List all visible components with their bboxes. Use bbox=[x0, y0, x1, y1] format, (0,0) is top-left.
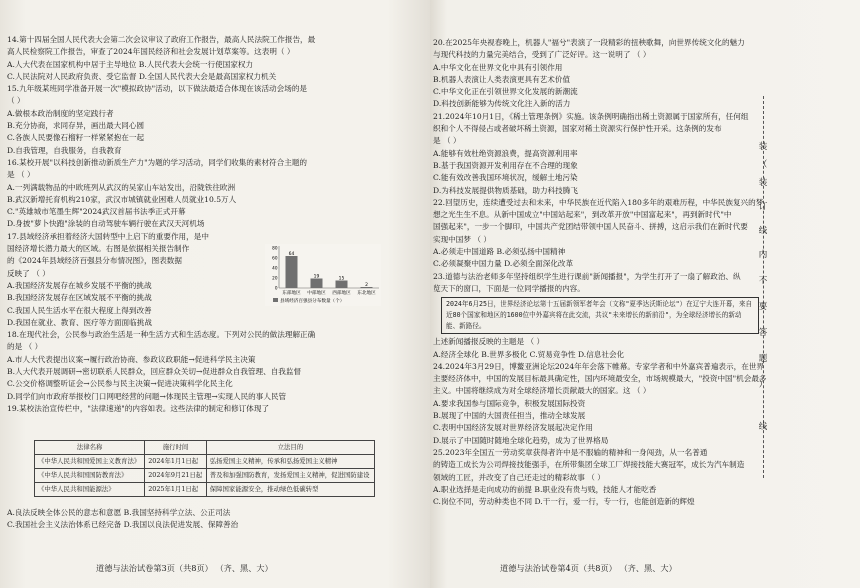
question-line: 领域的工匠，并改变了自己还走过的精彩故事 （ ） bbox=[433, 472, 605, 482]
question-line: D.身披"萝卜快跑"涂装的自动驾驶车辆行驶在武汉天河机场 bbox=[7, 219, 205, 229]
table-cell: 2024年1月1日起 bbox=[145, 455, 207, 469]
question-line: 23.道德与法治老师多年坚持组织学生进行课前"新闻播报"，为学生打开了一扇了解政治、纵 bbox=[433, 271, 741, 281]
question-line: 国经济增长潜力最大的区域。右图是依据相关报告制作 bbox=[7, 244, 190, 254]
table-row bbox=[35, 483, 375, 497]
question-line: C.必须凝聚中国力量 D.必须全面深化改革 bbox=[433, 259, 574, 269]
question-line: B.充分协商，求同存异，画出最大同心圆 bbox=[7, 121, 145, 131]
table-header: 立法目的 bbox=[206, 441, 374, 455]
question-line: C.各族人民要像石榴籽一样紧紧抱在一起 bbox=[7, 133, 145, 143]
question-line: D.我国在就业、教育、医疗等方面面临挑战 bbox=[7, 317, 152, 327]
left-options-block bbox=[7, 507, 379, 532]
right-text-block bbox=[433, 37, 783, 508]
question-line: 20.在2025年央视春晚上，机器人"福兮"表演了一段精彩的扭秧歌舞，向世界传统文化的魅力 bbox=[433, 38, 745, 47]
binding-char: （ bbox=[758, 160, 768, 170]
question-line: A.我国经济发展存在城乡发展不平衡的挑战 bbox=[7, 280, 152, 290]
y-tick-label: 20 bbox=[272, 275, 278, 281]
question-line: A.经济全球化 B.世界多极化 C.贸易竞争性 D.信息社会化 bbox=[433, 349, 625, 359]
question-line: 想之光生生不息。从新中国成立"中国站起来"，到改革开放"中国富起来"，再到新时代"中 bbox=[433, 210, 732, 220]
question-line: A.市人大代表提出议案→履行政治协商、参政议政职能→促进科学民主决策 bbox=[7, 354, 256, 364]
legend-label: 县域经济百强县分布数量（个） bbox=[280, 299, 345, 304]
question-line: D.展示了中国随时随地全球化趋势，成为了世界格局 bbox=[433, 435, 609, 445]
table-cell: 普及和加强国防教育，发扬爱国主义精神，促进国防建设 bbox=[206, 469, 374, 483]
question-line: C."英雄城市笔墨生辉"2024武汉首届书法季正式开幕 bbox=[7, 207, 186, 217]
binding-char: 不 bbox=[758, 276, 768, 286]
question-line: A.做根本政治制度的坚定践行者 bbox=[7, 108, 114, 118]
question-line: 的是 （ ） bbox=[7, 342, 43, 352]
question-line: 24.2024年3月29日，博鳌亚洲论坛2024年年会落下帷幕。专家学者和中外嘉宾普遍表示，在世界 bbox=[433, 361, 764, 371]
chart-bar bbox=[336, 281, 348, 289]
question-line: B.基于我国资源开发利用存在不合理的现象 bbox=[433, 160, 578, 170]
question-line: 与现代科技的力量完美结合，受到了广泛好评。这一说明了 （ ） bbox=[433, 50, 651, 60]
question-line: 主义。中国将继续成为对全球经济增长贡献最大的国家。这 （ ） bbox=[433, 386, 651, 396]
question-line: 25.2023年全国五一劳动奖章获得者许中是不服输的精神和一身闯劲，从一名普通 bbox=[433, 447, 708, 457]
binding-char: 装 bbox=[758, 178, 768, 188]
x-tick-label: 东北地区 bbox=[357, 291, 376, 296]
binding-char: 线 bbox=[758, 422, 768, 432]
question-line: 览天下的窗口，下面是一位同学播报的内容。 bbox=[433, 283, 585, 293]
question-line: 高人民检察院工作报告，审查了2024年国民经济和社会发展计划草案等。这表明（ ） bbox=[7, 47, 295, 57]
question-line: A.要求我国参与国际竞争，积极发展国际投资 bbox=[433, 398, 586, 408]
question-line: 22.回望历史，连续遭受过去和未来，中华民族在近代陷入180多年的艰难历程，中华民族复兴的梦 bbox=[433, 197, 764, 207]
question-line: B.机器人表演让人类表演更具有艺术价值 bbox=[433, 74, 571, 84]
question-line: A.人大代表在国家机构中居于主导地位 B.人民代表大会统一行使国家权力 bbox=[7, 59, 254, 69]
question-line: 16.某校开展"以科技创新推动新质生产力"为题的学习活动，同学们收集的素材符合主题的 bbox=[7, 157, 308, 167]
question-line: D.同学们向市政府举报校门口网吧经营的问题→体现民主管理→实现人民的事人民管 bbox=[7, 391, 287, 401]
table-cell: 2024年9月21日起 bbox=[145, 469, 207, 483]
question-line: 织和个人不得侵占或者破坏稀土资源，国家对稀土资源实行保护性开采。这条例的发布 bbox=[433, 124, 722, 134]
binding-char: 装 bbox=[758, 142, 768, 152]
page-footer-right: 道德与法治试卷第4页（共8页） （齐、黑、大） bbox=[500, 563, 677, 573]
legend-swatch bbox=[273, 298, 278, 302]
binding-char: 题 bbox=[758, 354, 768, 364]
county-economy-bar-chart bbox=[265, 244, 381, 306]
y-tick-label: 40 bbox=[272, 265, 278, 271]
question-line: C.表明中国经济发展对世界经济发展起决定作用 bbox=[433, 423, 593, 433]
table-cell: 《中华人民共和国国防教育法》 bbox=[35, 469, 145, 483]
question-line: C.人民法院对人民政府负责、受它监督 D.全国人民代表大会是最高国家权力机关 bbox=[7, 71, 277, 81]
binding-char: ） bbox=[758, 380, 768, 390]
question-line: A.一列满载物品的中欧班列从武汉的吴家山车站发出，沿陇铁往欧洲 bbox=[7, 182, 236, 192]
question-line: D.科技创新能够为传统文化注入新的活力 bbox=[433, 99, 571, 109]
question-line: C.岗位不同，劳动种类也不同 D.干一行，爱一行，专一行，也能创造新的辉煌 bbox=[433, 497, 695, 507]
y-tick-label: 80 bbox=[272, 245, 278, 251]
question-line: 的铸造工成长为公司焊接技能强手，在所带集团全球工厂焊接技能大赛冠军，成长为汽车制造 bbox=[433, 460, 745, 470]
question-line: 实现中国梦 （ ） bbox=[433, 234, 491, 244]
question-line: 的《2024年县域经济百强县分布情况图》，图表数据 bbox=[7, 256, 182, 266]
question-line: B.展现了中国的大国责任担当，推动全球发展 bbox=[433, 411, 586, 421]
binding-char: 订 bbox=[758, 202, 768, 212]
question-line: 19.某校法治宣传栏中，"法律速递"的内容如表。这些法律的制定和修订体现了 bbox=[7, 403, 270, 413]
question-line: 国强起来"，一步一个脚印，中国共产党团结带领中国人民奋斗、拼搏，这启示我们在新时代要 bbox=[433, 222, 748, 232]
question-line: A.必须走中国道路 B.必须弘扬中国精神 bbox=[433, 247, 566, 257]
data-label: 2 bbox=[365, 283, 368, 288]
question-line: A.职业选择是走向成功的前提 B.职业没有贵与贱，技能人才能吃香 bbox=[433, 484, 657, 494]
question-line: 17.县域经济承担着经济大国转型中上启下的重要作用，是中 bbox=[7, 231, 209, 241]
table-cell: 《中华人民共和国能源法》 bbox=[35, 483, 145, 497]
table-header: 法律名称 bbox=[35, 441, 145, 455]
table-row bbox=[35, 469, 375, 483]
question-line: A.中华文化在世界文化中具有引领作用 bbox=[433, 62, 563, 72]
binding-char: 线 bbox=[758, 226, 768, 236]
table-cell: 《中华人民共和国爱国主义教育法》 bbox=[35, 455, 145, 469]
question-line: C.我国人民生活水平在很大程度上得到改善 bbox=[7, 305, 152, 315]
question-line: A.能够有效杜绝资源浪费，提高资源利用率 bbox=[433, 148, 578, 158]
question-line: C.公交价格调整听证会→公民参与民主决策→促进决策科学化民主化 bbox=[7, 379, 233, 389]
law-table bbox=[34, 440, 375, 497]
x-tick-label: 中部地区 bbox=[307, 291, 326, 296]
question-line: 18.在现代社会，公民参与政治生活是一种生活方式和生活态度。下列对公民的做法理解正确 bbox=[7, 330, 316, 340]
chart-bar bbox=[311, 279, 323, 289]
question-line: C.中华文化正在引领世界文化发展的新潮流 bbox=[433, 87, 578, 97]
question-line: 是 （ ） bbox=[433, 136, 461, 146]
question-line: A.良法反映全体公民的意志和意愿 B.我国坚持科学立法、公正司法 bbox=[7, 508, 231, 517]
question-line: （ ） bbox=[7, 96, 25, 106]
question-line: B.人大代表开展调研→密切联系人民群众，回应群众关切→促进群众自我管理、自我监督 bbox=[7, 367, 302, 377]
table-header-row bbox=[35, 441, 375, 455]
question-line: 上述新闻播报反映的主题是 （ ） bbox=[433, 337, 545, 347]
chart-bar bbox=[286, 256, 298, 288]
y-tick-label: 0 bbox=[274, 285, 278, 291]
question-line: D.自我管理，自我服务，自我教育 bbox=[7, 145, 122, 155]
question-line: C.我国社会主义法治体系已经完备 D.我国以良法促进发展、保障善治 bbox=[7, 520, 239, 530]
question-line: 反映了 （ ） bbox=[7, 268, 50, 278]
data-label: 64 bbox=[288, 252, 295, 257]
left-text-block bbox=[7, 34, 379, 415]
exam-page-4 bbox=[430, 0, 860, 588]
table-cell: 弘扬爱国主义精神，传承和弘扬爱国主义精神 bbox=[206, 455, 374, 469]
binding-char: 答 bbox=[758, 328, 768, 338]
question-line: D.为科技发展提供物质基础，助力科技腾飞 bbox=[433, 185, 578, 195]
page-footer-left: 道德与法治试卷第3页（共8页） （齐、黑、大） bbox=[96, 563, 273, 573]
question-line: 主要经济体中，中国的发展目标最具确定性，国内环境最安全，市场规模最大，"投资中国"机会最多 bbox=[433, 374, 767, 384]
table-row bbox=[35, 455, 375, 469]
question-line: 是 （ ） bbox=[7, 170, 35, 180]
data-label: 15 bbox=[338, 276, 345, 282]
table-header: 施行时间 bbox=[145, 441, 207, 455]
question-line: 15.九年级某班同学准备开展一次"模拟政协"活动，以下做法最适合体现在该活动会场的是 bbox=[7, 84, 308, 94]
question-line: B.我国经济发展存在区域发展不平衡的挑战 bbox=[7, 293, 152, 303]
binding-char: 要 bbox=[758, 302, 768, 312]
question-line: 21.2024年10月1日，《稀土管理条例》实施。该条例明确指出稀土资源属于国家所有，任何组 bbox=[433, 111, 749, 121]
data-label: 19 bbox=[313, 274, 320, 280]
question-line: B.武汉新增托育机构210家，武汉市城镇就业困难人员就业10.5万人 bbox=[7, 194, 237, 204]
y-tick-label: 60 bbox=[272, 255, 278, 261]
question-line: 14.第十四届全国人民代表大会第二次会议审议了政府工作报告，最高人民法院工作报告，最 bbox=[7, 35, 316, 44]
x-tick-label: 东部地区 bbox=[282, 291, 301, 296]
x-tick-label: 西部地区 bbox=[332, 291, 351, 296]
news-broadcast-box: 2024年6月25日，世界经济论坛第十五届新领军者年会（文称"夏季达沃斯论坛"）在辽宁大连开幕，来自近80个国家和地区的1600位中外嘉宾将在此交流，共议"未来增长的新前沿"，为全球经济增长的新动能、新路径。 bbox=[441, 297, 759, 334]
table-cell: 2025年1月1日起 bbox=[145, 483, 207, 497]
question-line: C.能有效改善我国环境状况，缓解土地污染 bbox=[433, 173, 578, 183]
table-cell: 保障国家能源安全，推动绿色低碳转型 bbox=[206, 483, 374, 497]
binding-char: 内 bbox=[758, 250, 768, 260]
